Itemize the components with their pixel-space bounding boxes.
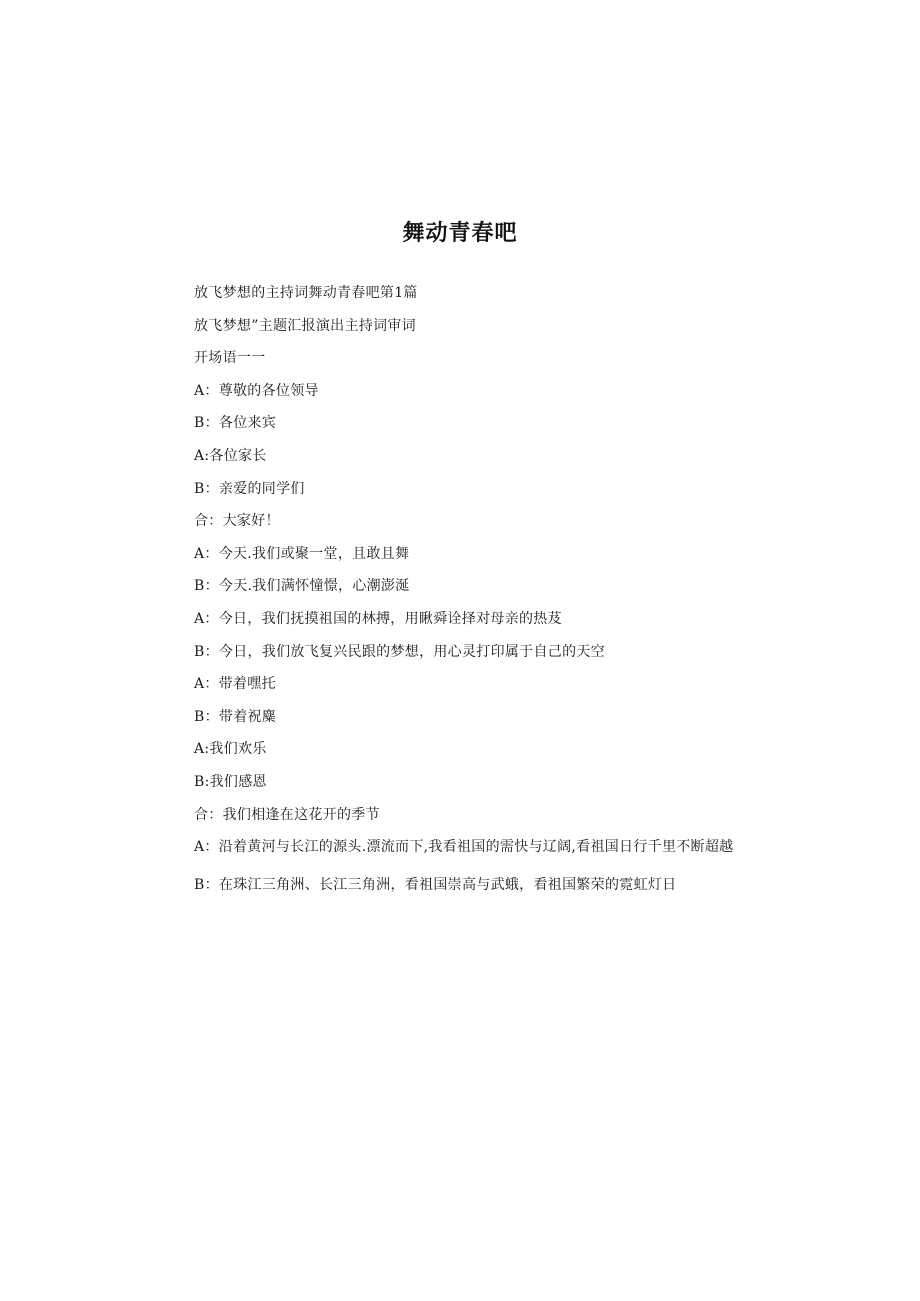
paragraph: B：带着祝麋: [194, 708, 277, 725]
paragraph: A:各位家长: [194, 447, 267, 464]
paragraph: 开场语一一: [194, 350, 266, 367]
paragraph: A:我们欢乐: [194, 741, 267, 758]
paragraph: B：各位来宾: [194, 415, 277, 432]
document-title: 舞动青春吧: [402, 221, 518, 246]
paragraph: B：在珠江三角洲、长江三角洲，看祖国崇高与武蛾，看祖国繁荣的霓虹灯日: [194, 877, 677, 894]
paragraph: B：今天.我们满怀憧憬，心潮澎涎: [194, 578, 410, 595]
paragraph: A：今天.我们或聚一堂，且敢且舞: [194, 545, 410, 562]
paragraph: B：今日，我们放飞复兴民跟的梦想，用心灵打印属于自己的天空: [194, 643, 605, 660]
paragraph: A：尊敬的各位领导: [194, 382, 319, 399]
paragraph: 放飞梦想的主持词舞动青春吧第1篇: [194, 285, 418, 301]
paragraph: A：带着嘿托: [194, 676, 276, 693]
paragraph: B：亲爱的同学们: [194, 480, 305, 497]
paragraph: A：今日，我们抚摸祖国的林搏，用瞅舜诠择对母亲的热芨: [194, 610, 562, 627]
paragraph: 合：大家好！: [194, 513, 280, 530]
document-body: [165, 283, 765, 908]
paragraph: A：沿着黄河与长江的源头.漂流而下,我看祖国的需快与辽阔,看祖国日行千里不断超越: [194, 839, 734, 856]
paragraph: 放飞梦想”主题汇报演出主持词审词: [194, 317, 416, 334]
paragraph: 合：我们相逢在这花开的季节: [194, 806, 380, 823]
paragraph: B:我们感恩: [194, 773, 267, 790]
